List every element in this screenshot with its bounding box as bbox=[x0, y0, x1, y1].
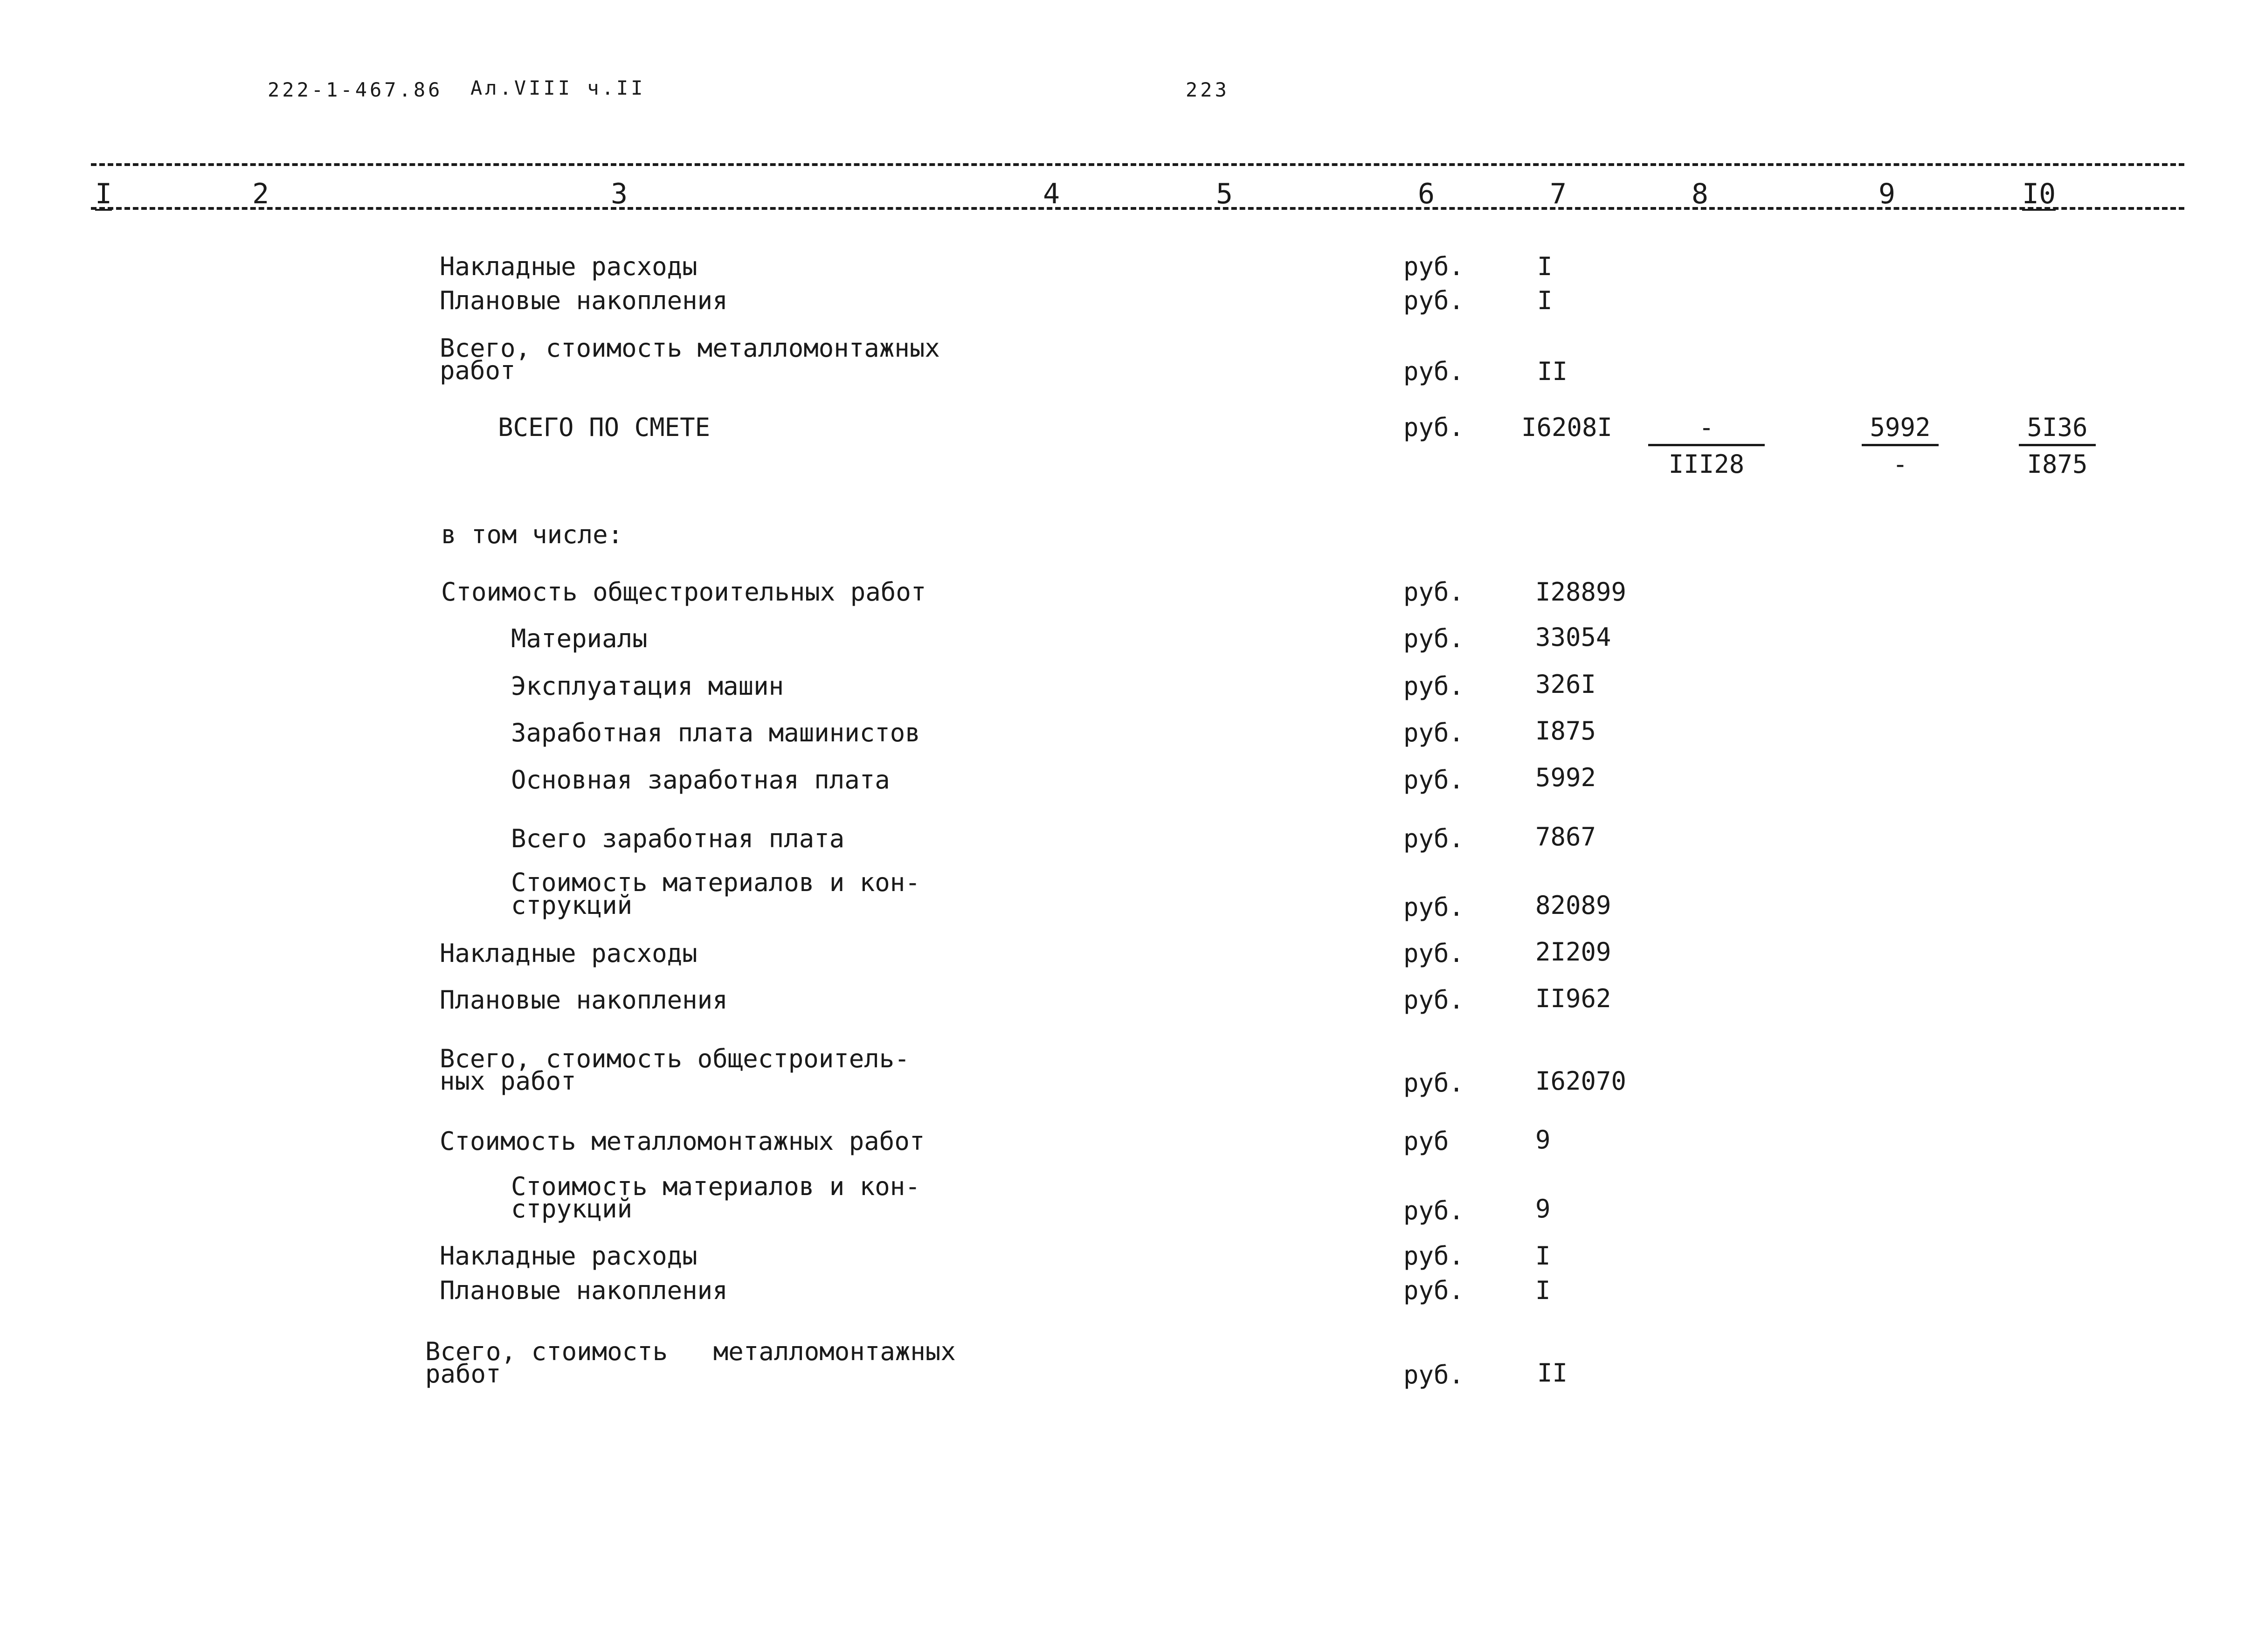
estimate-total-label: ВСЕГО ПО СМЕТЕ bbox=[498, 413, 711, 442]
column-number-4: 4 bbox=[1043, 178, 1060, 210]
row-value: II bbox=[1537, 357, 1568, 386]
row-unit: руб. bbox=[1403, 671, 1464, 701]
row-value: II962 bbox=[1535, 984, 1611, 1013]
row-value: 82089 bbox=[1535, 891, 1611, 920]
fraction-denominator: - bbox=[1892, 449, 1908, 479]
row-value: 9 bbox=[1535, 1194, 1551, 1223]
row-name: Стоимость общестроительных работ bbox=[441, 577, 926, 607]
row-unit: руб. bbox=[1403, 624, 1464, 653]
row-name: Материалы bbox=[511, 624, 648, 653]
fraction-numerator: 5992 bbox=[1862, 415, 1939, 446]
page-number: 223 bbox=[1186, 78, 1229, 101]
row-value: 33054 bbox=[1535, 622, 1611, 652]
column-number-10: I0 bbox=[2022, 178, 2056, 210]
row-name-cont: струкций bbox=[511, 891, 633, 920]
row-value: I bbox=[1535, 1241, 1551, 1271]
album-ref: Ал.VIII ч.II bbox=[470, 76, 646, 99]
fraction-denominator: I875 bbox=[2027, 449, 2088, 479]
row-value: 326I bbox=[1535, 670, 1596, 699]
row-value: 9 bbox=[1535, 1125, 1551, 1154]
row-unit: руб. bbox=[1403, 1241, 1464, 1271]
row-name: Заработная плата машинистов bbox=[511, 718, 920, 747]
row-name-cont: работ bbox=[425, 1359, 501, 1389]
row-name: Всего, стоимость общестроитель- bbox=[440, 1044, 910, 1073]
row-unit: руб. bbox=[1403, 1360, 1464, 1389]
row-unit: руб. bbox=[1403, 765, 1464, 795]
row-value: I62070 bbox=[1535, 1066, 1627, 1096]
row-value: 7867 bbox=[1535, 822, 1596, 851]
estimate-total-col9 bbox=[1862, 415, 1939, 477]
row-unit: руб. bbox=[1403, 1196, 1464, 1225]
column-number-3: 3 bbox=[611, 178, 628, 210]
row-unit: руб. bbox=[1403, 892, 1464, 922]
row-name: Всего заработная плата bbox=[511, 824, 845, 853]
row-value: I bbox=[1537, 252, 1553, 281]
row-unit: руб. bbox=[1403, 286, 1464, 315]
row-unit: руб. bbox=[1403, 939, 1464, 968]
row-unit: руб. bbox=[1403, 413, 1464, 442]
row-unit: руб. bbox=[1403, 824, 1464, 853]
row-unit: руб. bbox=[1403, 985, 1464, 1015]
fraction-numerator: 5I36 bbox=[2019, 415, 2096, 446]
row-name: Эксплуатация машин bbox=[511, 671, 784, 701]
row-name-cont: ных работ bbox=[440, 1066, 576, 1096]
row-name-cont: работ bbox=[440, 356, 516, 385]
row-value: 2I209 bbox=[1535, 937, 1611, 967]
estimate-total-col10 bbox=[2019, 415, 2096, 477]
column-number-5: 5 bbox=[1216, 178, 1233, 210]
row-name: Стоимость материалов и кон- bbox=[511, 1172, 920, 1201]
fraction-denominator: III28 bbox=[1668, 449, 1745, 479]
row-unit: руб. bbox=[1403, 357, 1464, 386]
row-name: Всего, стоимость металломонтажных bbox=[425, 1337, 956, 1366]
column-number-1: I bbox=[95, 178, 112, 210]
row-value: I875 bbox=[1535, 716, 1596, 746]
row-unit: руб. bbox=[1403, 577, 1464, 607]
fraction-numerator: - bbox=[1648, 415, 1765, 446]
estimate-total-value: I6208I bbox=[1521, 413, 1613, 442]
doc-code: 222-1-467.86 bbox=[268, 78, 443, 101]
column-number-9: 9 bbox=[1878, 178, 1896, 210]
row-value: 5992 bbox=[1535, 763, 1596, 792]
header-rule-top bbox=[91, 163, 2184, 166]
row-unit: руб. bbox=[1403, 252, 1464, 281]
row-name: Основная заработная плата bbox=[511, 765, 890, 795]
header-rule-bottom bbox=[91, 207, 2184, 210]
row-name: Плановые накопления bbox=[440, 985, 728, 1015]
row-name: Стоимость металломонтажных работ bbox=[440, 1127, 925, 1156]
row-name: Стоимость материалов и кон- bbox=[511, 868, 920, 897]
column-number-7: 7 bbox=[1550, 178, 1567, 210]
row-name: Накладные расходы bbox=[440, 939, 697, 968]
row-value: I bbox=[1535, 1276, 1551, 1305]
estimate-total-col8 bbox=[1648, 415, 1765, 477]
row-name: Накладные расходы bbox=[440, 1241, 697, 1271]
row-name: Накладные расходы bbox=[440, 252, 697, 281]
row-name: Плановые накопления bbox=[440, 286, 728, 315]
row-unit: руб. bbox=[1403, 718, 1464, 747]
row-unit: руб. bbox=[1403, 1276, 1464, 1305]
row-value: I bbox=[1537, 286, 1553, 315]
column-number-2: 2 bbox=[252, 178, 269, 210]
row-unit: руб. bbox=[1403, 1068, 1464, 1098]
row-name-cont: струкций bbox=[511, 1194, 633, 1223]
row-value: I28899 bbox=[1535, 577, 1627, 607]
row-name: Плановые накопления bbox=[440, 1276, 728, 1305]
column-number-8: 8 bbox=[1692, 178, 1709, 210]
column-number-6: 6 bbox=[1418, 178, 1435, 210]
row-name: Всего, стоимость металломонтажных bbox=[440, 333, 940, 363]
row-value: II bbox=[1537, 1358, 1568, 1388]
row-unit: руб bbox=[1403, 1127, 1449, 1156]
section-label: в том числе: bbox=[441, 520, 623, 549]
